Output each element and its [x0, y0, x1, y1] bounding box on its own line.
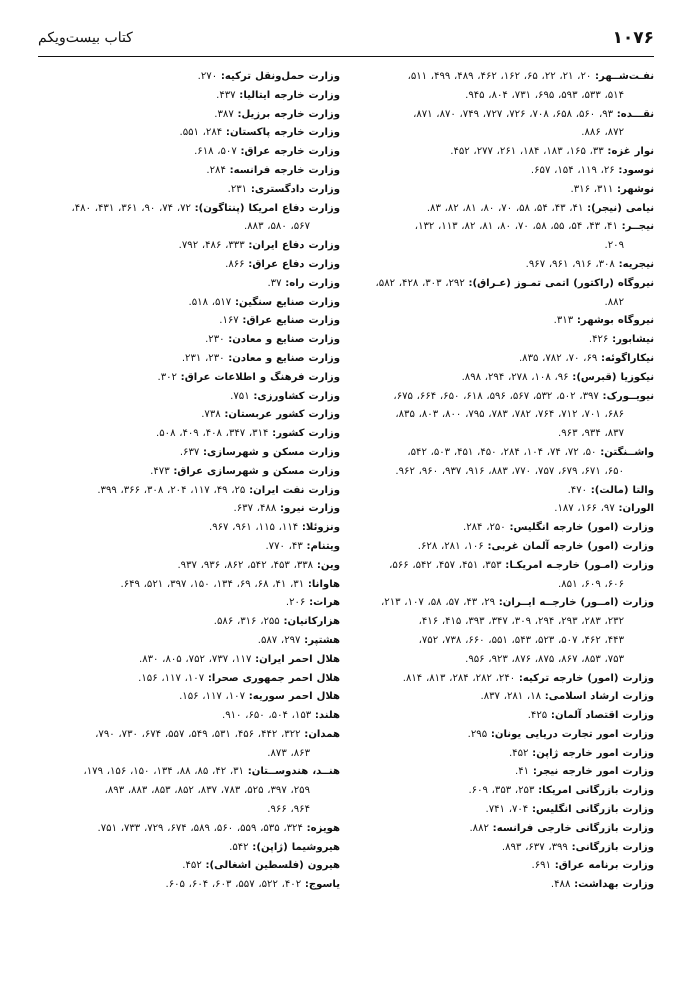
index-entry: [356, 594, 654, 632]
index-entry-page-refs: ۳۹۷، ۵۰۲، ۵۳۲، ۵۶۷، ۵۹۶، ۶۱۸، ۶۵۰، ۶۶۴، ۶۷۵،: [393, 390, 599, 402]
index-entry-heading: وزارت دفاع امریکا (پنتاگون):: [194, 202, 340, 214]
index-entry-heading: نوسود:: [618, 164, 654, 176]
index-entry-heading: وزارت راه:: [285, 277, 340, 289]
index-entry-page-refs: ۱۱۷، ۷۳۷، ۷۵۲، ۸۰۵، ۸۳۰.: [138, 653, 252, 665]
index-entry: [38, 500, 340, 519]
index-entry-heading: وزارت خارجه پاکستان:: [225, 127, 340, 139]
index-entry-heading: وزارت کشاورزی:: [253, 390, 340, 402]
index-entry-heading: نیجریه:: [618, 258, 654, 270]
index-entry: [356, 200, 654, 219]
index-entry-page-refs: ۶۹۱.: [531, 860, 552, 872]
index-entry: [356, 632, 654, 651]
index-entry-heading: نوشهر:: [616, 183, 654, 195]
index-entry-heading: والتا (مالت):: [590, 484, 654, 496]
index-entry-heading: نیجــر:: [621, 221, 654, 233]
index-entry: [38, 876, 340, 895]
index-entry: [38, 124, 340, 143]
index-entry-page-refs: ۳۰۸، ۹۱۶، ۹۶۱، ۹۶۷.: [525, 258, 615, 270]
index-entry-heading: وزارت بازرگانی خارجی فرانسه:: [492, 822, 654, 834]
index-entry-heading: هشتپر:: [304, 634, 340, 646]
index-entry-heading: وزارت امور خارجه نیجر:: [532, 766, 654, 778]
index-entry-page-refs: ۲۹۲، ۳۰۳، ۴۲۸، ۵۸۲،: [375, 277, 465, 289]
index-entry: [38, 594, 340, 613]
index-entry-heading: نیکوزیا (قبرس):: [572, 371, 654, 383]
index-entry-heading: هیروشیما (ژاپن):: [252, 841, 340, 853]
index-entry-heading: ونزوئلا:: [301, 522, 340, 534]
index-entry-page-refs: ۸۸۲.: [469, 822, 489, 834]
index-entry: [356, 331, 654, 350]
index-entry-heading: وزارت صنایع و معادن:: [228, 352, 340, 364]
index-entry-page-refs: ۴۳، ۷۷۰.: [265, 540, 303, 552]
index-entry: [356, 557, 654, 595]
index-entry-heading: وزارت خارجه عراق:: [240, 146, 340, 158]
index-entry: [38, 801, 340, 820]
index-entry-page-refs: ۴۱.: [515, 766, 530, 778]
index-entry-page-refs: ۳۳۳، ۴۸۶، ۷۹۲.: [178, 240, 245, 252]
index-entry: [38, 538, 340, 557]
index-entry: [38, 294, 340, 313]
index-entry: [38, 726, 340, 764]
index-entry-page-refs: ۴۸۸.: [550, 879, 571, 891]
index-entry: [38, 444, 340, 463]
index-entry: [356, 482, 654, 501]
index-entry: [38, 425, 340, 444]
index-entry-page-refs: ۳۲۲، ۴۴۲، ۴۵۶، ۵۳۱، ۵۴۹، ۵۵۷، ۶۷۴، ۷۳۰، ۷۹۰،: [95, 728, 301, 740]
index-entry-page-refs: ۳۳۸، ۴۵۳، ۵۴۲، ۸۶۲، ۹۳۶، ۹۳۷.: [177, 559, 314, 571]
index-entry-heading: وزارت (امور) خارجه آلمان غربی:: [487, 540, 654, 552]
index-entry-heading: وزارت خارجه ایتالیا:: [239, 89, 340, 101]
index-entry-page-refs: ۱۰۷، ۱۱۷، ۱۵۶.: [179, 691, 246, 703]
page-number: ۱۰۷۶: [612, 28, 654, 48]
index-entry-heading: وزارت کشور عربستان:: [224, 409, 340, 421]
index-entry-page-refs: ۷۰۴، ۷۴۱.: [485, 804, 529, 816]
index-entry-page-refs: ۷۲، ۷۴، ۹۰، ۳۶۱، ۴۳۱، ۴۸۰،: [71, 202, 191, 214]
index-entry-heading: وزارت بهداشت:: [574, 879, 654, 891]
index-entry-page-refs: ۲۹۵.: [467, 728, 488, 740]
index-entry: [38, 857, 340, 876]
index-entry-page-refs: ۲۵۰، ۲۸۴.: [463, 522, 506, 534]
index-entry-heading: هویزه:: [306, 822, 340, 834]
index-entry: [38, 463, 340, 482]
index-entry-page-refs: ۴۲۶.: [588, 334, 609, 346]
index-entry-page-refs: ۳۱۱، ۳۱۶.: [570, 183, 614, 195]
index-entry-heading: وزارت صنایع سنگین:: [234, 296, 340, 308]
index-entry: [38, 557, 340, 576]
index-entry-heading: هرات:: [309, 597, 340, 609]
index-entry-page-refs-continued: ۷۵۳، ۸۵۳، ۸۶۷، ۸۷۵، ۸۷۶، ۹۲۳، ۹۵۶.: [465, 653, 624, 665]
index-entry-page-refs: ۲۴۰، ۲۸۲، ۲۸۴، ۸۱۳، ۸۱۴.: [402, 672, 516, 684]
index-entry-heading: وزارت دفاع ایران:: [248, 240, 340, 252]
index-entry: [356, 801, 654, 820]
index-entry-page-refs: ۱۱۴، ۱۱۵، ۹۶۱، ۹۶۷.: [208, 522, 299, 534]
index-entry-page-refs: ۲۰، ۲۱، ۲۲، ۶۵، ۱۶۲، ۴۶۲، ۴۸۹، ۴۹۹، ۵۱۱،: [407, 71, 592, 82]
index-entry: [356, 369, 654, 388]
index-entry-page-refs: ۹۳، ۵۶۰، ۶۵۸، ۷۰۸، ۷۲۶، ۷۲۷، ۷۴۹، ۸۷۰، ۸۷۱،: [413, 108, 614, 120]
index-entry-heading: هلال احمر سوریه:: [248, 691, 340, 703]
index-entry-page-refs: ۹۷، ۱۶۶، ۱۸۷.: [554, 503, 615, 515]
index-entry-page-refs: ۴۲۵.: [527, 710, 548, 722]
index-entry-page-refs-continued: ۲۳۲، ۲۸۳، ۲۹۳، ۲۹۴، ۳۰۹، ۳۴۷، ۳۹۳، ۴۱۵، ۴۱۶،: [418, 616, 624, 628]
index-entry-page-refs: ۲۷۰.: [197, 71, 218, 82]
index-entry: [356, 670, 654, 689]
index-entry: [38, 256, 340, 275]
index-entry-heading: هلال احمر جمهوری صحرا:: [207, 672, 340, 684]
index-entry: [38, 519, 340, 538]
index-entry-heading: نیروگاه بوشهر:: [576, 315, 654, 327]
index-entry: [38, 576, 340, 595]
index-entry: [356, 106, 654, 144]
index-entry-heading: وزارت (امــور) خارجــه ایــران:: [498, 597, 654, 609]
index-entry: [38, 200, 340, 238]
index-entry-page-refs: ۲۵۳، ۳۵۳، ۶۰۹.: [468, 785, 535, 797]
index-entry: [38, 707, 340, 726]
index-entry-heading: وزارت بازرگانی:: [571, 841, 654, 853]
book-title: کتاب بیست‌ویکم: [38, 30, 133, 46]
index-entry-page-refs: ۴۷۰.: [567, 484, 588, 496]
index-entry-page-refs: ۲۵، ۴۹، ۱۱۷، ۲۰۴، ۳۰۸، ۳۶۶، ۳۹۹.: [97, 484, 246, 496]
index-entry-heading: وزارت خارجه فرانسه:: [229, 164, 340, 176]
index-column-left: [38, 68, 340, 895]
index-entry-page-refs: ۱۰۷، ۱۱۷، ۱۵۶.: [138, 672, 205, 684]
index-entry: [356, 857, 654, 876]
index-entry: [38, 350, 340, 369]
index-entry: [38, 87, 340, 106]
index-entry: [356, 181, 654, 200]
index-entry: [356, 425, 654, 444]
index-entry: [356, 500, 654, 519]
index-entry-page-refs: ۳۱۳.: [553, 315, 574, 327]
index-entry-heading: نقـــده:: [616, 108, 654, 120]
index-entry-page-refs: ۳۵۳، ۴۵۱، ۴۵۷، ۵۴۲، ۵۶۶،: [389, 559, 502, 571]
index-entry: [356, 538, 654, 557]
index-entry-page-refs: ۳۱، ۴۲، ۸۵، ۸۸، ۱۳۴، ۱۵۰، ۱۵۶، ۱۷۹،: [83, 766, 244, 778]
index-entry-heading: وزارت امور تجارت دریایی یونان:: [490, 728, 654, 740]
index-entry-page-refs: ۷۵۱.: [230, 390, 250, 402]
index-entry: [356, 444, 654, 482]
index-entry: [38, 312, 340, 331]
index-entry-page-refs: ۲۳۰.: [205, 334, 225, 346]
index-entry-page-refs: ۶۹، ۷۰، ۷۸۲، ۸۳۵.: [518, 352, 598, 364]
index-entry-page-refs: ۲۵۵، ۳۱۶، ۵۸۶.: [213, 616, 280, 628]
index-entry-heading: وزارت حمل‌ونقل ترکیه:: [220, 71, 340, 82]
index-entry-page-refs: ۳۰۲.: [157, 371, 177, 383]
index-entry-page-refs-continued: ۸۳۷، ۹۳۴، ۹۶۳.: [558, 428, 624, 440]
index-entry-heading: نیویــورک:: [602, 390, 654, 402]
index-entry-page-refs: ۲۹۷، ۵۸۷.: [257, 634, 301, 646]
index-entry-heading: وزارت (امور) خارجه انگلیس:: [509, 522, 654, 534]
index-entry: [38, 406, 340, 425]
index-entry-page-refs: ۴۵۲.: [508, 747, 529, 759]
index-entry-heading: هزارکانیان:: [283, 616, 340, 628]
index-entry: [38, 651, 340, 670]
index-entry: [356, 839, 654, 858]
index-entry: [356, 745, 654, 764]
index-entry-heading: نفـت‌شــهر:: [595, 71, 654, 82]
index-entry: [356, 350, 654, 369]
index-entry-page-refs-continued: ۶۰۶، ۶۰۹، ۸۵۱.: [558, 578, 624, 590]
index-entry-page-refs: ۳۹۹، ۶۳۷، ۸۹۳.: [501, 841, 568, 853]
index-entry-heading: وزارت امور خارجه ژاپن:: [532, 747, 654, 759]
index-entry-page-refs-continued: ۶۸۶، ۷۰۱، ۷۱۲، ۷۶۴، ۷۸۲، ۷۸۳، ۷۹۵، ۸۰۰، ۸۰۳، ۸۳۵،: [395, 409, 624, 421]
index-entry: [356, 68, 654, 106]
index-entry: [356, 726, 654, 745]
index-entry-page-refs: ۳۱، ۴۱، ۶۸، ۶۹، ۱۳۴، ۱۵۰، ۳۹۷، ۵۲۱، ۶۴۹.: [120, 578, 305, 590]
index-entry: [38, 482, 340, 501]
index-entry: [38, 763, 340, 801]
index-entry-page-refs-continued: ۵۱۴، ۵۳۳، ۵۹۳، ۶۹۵، ۷۳۱، ۸۰۴، ۹۴۵.: [465, 89, 624, 101]
index-entry: [356, 763, 654, 782]
index-entry-page-refs: ۵۰، ۷۲، ۷۴، ۱۰۴، ۲۸۴، ۴۵۰، ۴۵۱، ۵۰۳، ۵۴۲،: [407, 446, 597, 458]
index-entry: [356, 218, 654, 256]
index-entry: [38, 369, 340, 388]
index-entry-page-refs: ۵۱۷، ۵۱۸.: [188, 296, 232, 308]
index-entry-page-refs: ۲۳۱.: [227, 183, 248, 195]
index-entry-page-refs: ۱۶۷.: [219, 315, 239, 327]
index-entry: [356, 876, 654, 895]
index-entry-page-refs: ۴۱، ۴۳، ۵۴، ۵۵، ۵۸، ۷۰، ۸۰، ۸۱، ۸۲، ۱۱۳، ۱۳۲،: [414, 221, 618, 233]
index-entry: [356, 143, 654, 162]
index-entry-page-refs-continued: ۸۷۲، ۸۸۶.: [581, 127, 624, 139]
index-entry: [38, 632, 340, 651]
index-entry-page-refs: ۳۳، ۱۶۵، ۱۸۳، ۱۸۴، ۲۶۱، ۲۷۷، ۴۵۲.: [450, 146, 604, 158]
index-entry: [356, 162, 654, 181]
index-entry-heading: وزارت نیرو:: [279, 503, 340, 515]
index-entry: [38, 106, 340, 125]
index-entry: [38, 331, 340, 350]
index-entry-page-refs: ۲۰۶.: [285, 597, 306, 609]
index-entry: [356, 256, 654, 275]
index-entry-page-refs-continued: ۲۰۹.: [604, 240, 624, 252]
index-entry: [356, 707, 654, 726]
index-entry-page-refs: ۱۰۶، ۲۸۱، ۶۲۸.: [417, 540, 484, 552]
index-entry: [38, 613, 340, 632]
index-entry-heading: وزارت دفاع عراق:: [248, 258, 340, 270]
index-entry-heading: نیامی (نیجر):: [587, 202, 654, 214]
index-entry: [38, 688, 340, 707]
index-entry: [38, 181, 340, 200]
index-entry-heading: وزارت بازرگانی انگلیس:: [531, 804, 654, 816]
index-entry: [38, 670, 340, 689]
index-entry-page-refs: ۵۴۲.: [229, 841, 249, 853]
index-entry-page-refs-continued: ۲۵۹، ۳۹۷، ۵۲۵، ۷۸۳، ۸۳۷، ۸۵۲، ۸۵۳، ۸۸۳، ۸۹۳،: [104, 785, 310, 797]
index-entry-heading: وزارت (امـور) خارجـه امریکـا:: [505, 559, 654, 571]
index-entry-heading: وزارت ارشاد اسلامی:: [544, 691, 654, 703]
index-entry: [356, 782, 654, 801]
index-entry-heading: الوران:: [618, 503, 654, 515]
index-entry-page-refs: ۳۷.: [267, 277, 282, 289]
index-entry-heading: وزارت برنامه عراق:: [554, 860, 654, 872]
index-entry-page-refs: ۳۱۴، ۳۴۷، ۴۰۸، ۴۰۹، ۵۰۸.: [156, 428, 269, 440]
index-entry-page-refs: ۱۸، ۲۸۱، ۸۳۷.: [480, 691, 542, 703]
index-entry: [38, 275, 340, 294]
index-entry: [356, 820, 654, 839]
index-entry-page-refs: ۷۳۸.: [201, 409, 221, 421]
index-entry-heading: نیروگاه (راکتور) اتمی تمـوز (عـراق):: [468, 277, 654, 289]
index-entry: [38, 143, 340, 162]
index-entry: [356, 519, 654, 538]
index-entry-heading: واشــنگتن:: [600, 446, 654, 458]
index-entry-page-refs: ۲۳۰، ۲۳۱.: [181, 352, 225, 364]
index-entry-page-refs: ۳۸۷.: [214, 108, 234, 120]
index-entry-heading: نیشابور:: [612, 334, 654, 346]
index-entry-heading: وین:: [316, 559, 340, 571]
index-entry-page-refs: ۳۲۴، ۵۳۵، ۵۵۹، ۵۶۰، ۵۸۹، ۶۷۴، ۷۲۹، ۷۳۳، ۷۵۱.: [97, 822, 303, 834]
index-entry-page-refs: ۴۵۲.: [182, 860, 202, 872]
index-entry-page-refs: ۲۹، ۴۳، ۵۷، ۵۸، ۱۰۷، ۲۱۳،: [381, 597, 496, 609]
index-entry-page-refs: ۶۳۷.: [179, 446, 200, 458]
index-entry-page-refs: ۲۶، ۱۱۹، ۱۵۴، ۶۵۷.: [530, 164, 615, 176]
index-entry: [356, 388, 654, 426]
index-entry-heading: وزارت مسکن و شهرسازی عراق:: [173, 465, 340, 477]
index-entry-page-refs: ۹۶، ۱۰۸، ۲۷۸، ۲۹۴، ۸۹۸.: [461, 371, 569, 383]
index-entry-page-refs: ۲۸۴، ۵۵۱.: [179, 127, 223, 139]
index-entry-page-refs-continued: ۹۶۴، ۹۶۶.: [267, 804, 310, 816]
index-entry-heading: ویتنام:: [306, 540, 340, 552]
index-entry: [356, 312, 654, 331]
index-entry-page-refs: ۵۰۷، ۶۱۸.: [194, 146, 237, 158]
index-entry-page-refs-continued: ۶۵۰، ۶۷۱، ۶۷۹، ۷۵۷، ۷۷۰، ۸۸۳، ۹۱۶، ۹۳۷، ۹۶۰، ۹۶۲.: [395, 465, 624, 477]
index-entry-page-refs-continued: ۵۶۷، ۵۸۰، ۸۸۳.: [244, 221, 310, 233]
index-entry-page-refs: ۴۷۳.: [150, 465, 170, 477]
index-entry-page-refs-continued: ۸۶۳، ۸۷۳.: [267, 747, 310, 759]
index-column-right: [356, 68, 654, 895]
index-entry-page-refs-continued: ۴۴۳، ۴۶۲، ۵۰۷، ۵۲۳، ۵۴۳، ۵۵۱، ۶۶۰، ۷۳۸، ۷۵۲،: [418, 634, 624, 646]
index-entry-heading: وزارت مسکن و شهرسازی:: [203, 446, 340, 458]
index-entry-heading: وزارت کشور:: [272, 428, 340, 440]
index-entry-page-refs-continued: ۸۸۲.: [604, 296, 624, 308]
index-entry: [356, 688, 654, 707]
index-entry-heading: هاوانا:: [307, 578, 340, 590]
index-entry-heading: هلند:: [314, 710, 340, 722]
index-entry-heading: وزارت خارجه برزیل:: [237, 108, 340, 120]
index-entry-page-refs: ۸۶۶.: [225, 258, 245, 270]
index-entry-heading: وزارت اقتصاد آلمان:: [550, 710, 654, 722]
index-entry-heading: هیرون (فلسطین اشغالی):: [205, 860, 340, 872]
index-entry-page-refs: ۴۱، ۴۳، ۵۴، ۵۸، ۷۰، ۸۰، ۸۱، ۸۲، ۸۳.: [426, 202, 584, 214]
index-entry-heading: هلال احمر ایران:: [255, 653, 340, 665]
index-entry: [38, 388, 340, 407]
index-entry: [38, 839, 340, 858]
index-entry-heading: وزارت نفت ایران:: [249, 484, 340, 496]
index-entry-heading: یاسوج:: [304, 879, 340, 891]
index-entry: [38, 162, 340, 181]
index-entry-page-refs: ۲۸۴.: [206, 164, 226, 176]
index-entry-page-refs: ۴۸۸، ۶۳۷.: [233, 503, 277, 515]
index-entry-heading: وزارت فرهنگ و اطلاعات عراق:: [180, 371, 340, 383]
index-entry-heading: نیکاراگوئه:: [601, 352, 654, 364]
index-entry-heading: وزارت صنایع عراق:: [242, 315, 340, 327]
index-entry-page-refs: ۱۵۳، ۵۰۴، ۶۵۰، ۹۱۰.: [221, 710, 312, 722]
index-entry: [356, 651, 654, 670]
index-entry: [38, 820, 340, 839]
index-entry-page-refs: ۴۳۷.: [216, 89, 236, 101]
index-entry-page-refs: ۴۰۲، ۵۲۲، ۵۵۷، ۶۰۳، ۶۰۴، ۶۰۵.: [165, 879, 302, 891]
index-entry-heading: همدان:: [304, 728, 340, 740]
index-entry: [38, 237, 340, 256]
index-entry-heading: نوار غزه:: [607, 146, 654, 158]
index-entry: [38, 68, 340, 87]
index-entry-heading: وزارت صنایع و معادن:: [228, 334, 340, 346]
index-entry-heading: وزارت (امور) خارجه ترکیه:: [518, 672, 654, 684]
index-entry: [356, 275, 654, 313]
page-header: [38, 26, 654, 57]
index-entry-heading: وزارت بازرگانی امریکا:: [538, 785, 654, 797]
index-entry-heading: وزارت دادگستری:: [250, 183, 340, 195]
index-entry-heading: هنــد، هندوســتان:: [247, 766, 340, 778]
